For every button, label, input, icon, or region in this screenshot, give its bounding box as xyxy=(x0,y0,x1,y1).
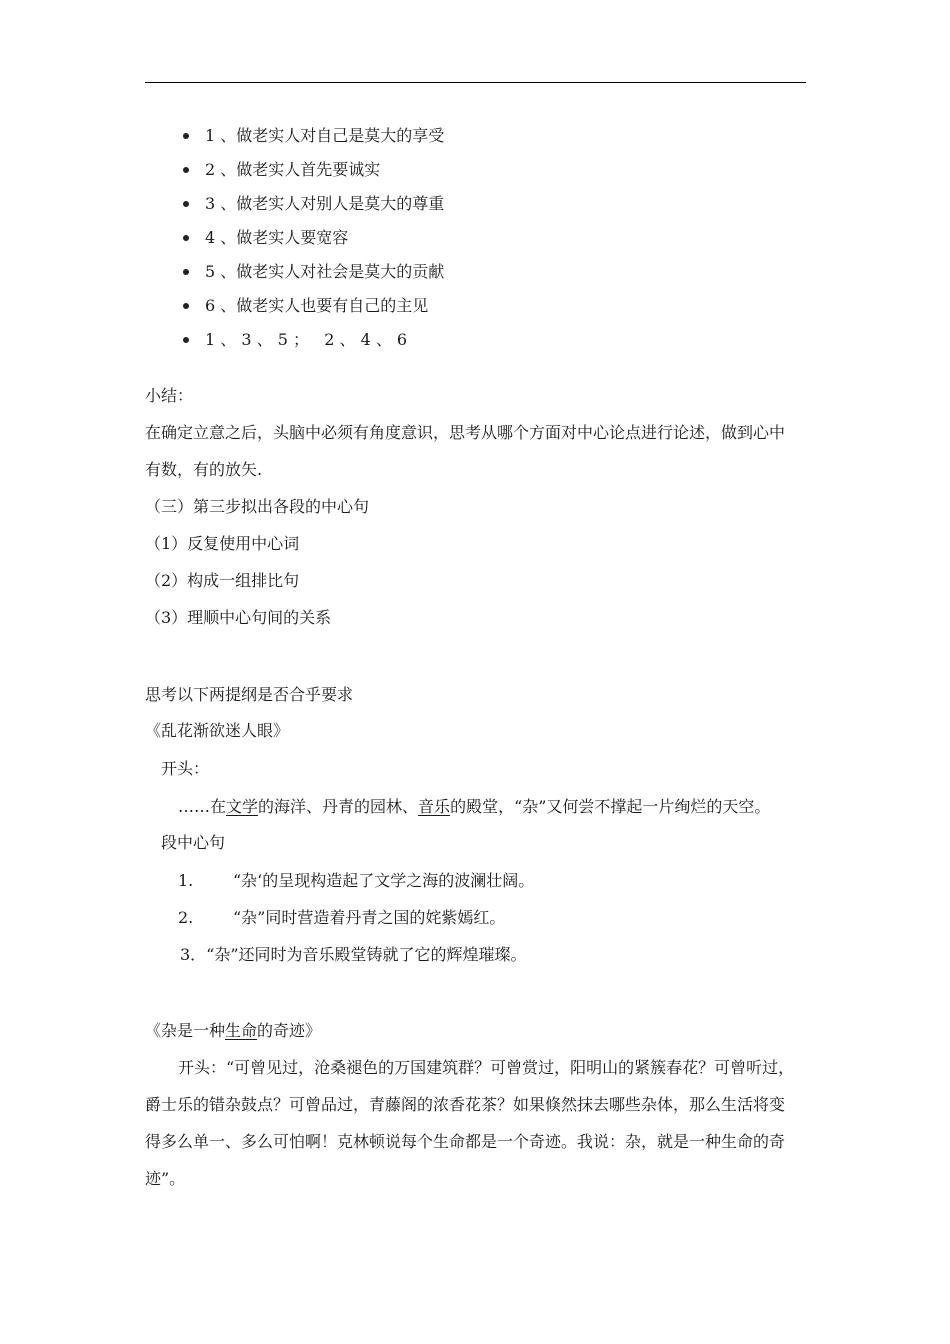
header-rule xyxy=(145,82,806,83)
opening-text-part: 的海洋、丹青的园林、 xyxy=(258,797,419,816)
outline1-opening-label: 开头： xyxy=(161,759,210,778)
bullet-icon xyxy=(183,269,189,275)
sentence-text: “杂”同时营造着丹青之国的姹紫嫣红。 xyxy=(233,908,506,927)
list-item-text: 5 、做老实人对社会是莫大的贡献 xyxy=(205,262,445,281)
outline2-paragraph-line: 爵士乐的错杂鼓点？可曾品过，青藤阁的浓香花茶？如果倏然抹去哪些杂体，那么生活将变 xyxy=(145,1095,786,1114)
bullet-icon xyxy=(183,167,189,173)
outline-prompt: 思考以下两提纲是否合乎要求 xyxy=(145,685,354,704)
step3-item: （3）理顺中心句间的关系 xyxy=(145,608,332,627)
central-sentence: 3．“杂”还同时为音乐殿堂铸就了它的辉煌璀璨。 xyxy=(180,945,527,964)
bullet-icon xyxy=(183,201,189,207)
outline2-paragraph-line: 开头：“可曾见过，沧桑褪色的万国建筑群？可曾赏过，阳明山的紧簇春花？可曾听过， xyxy=(178,1058,795,1077)
title-part: 《杂是一种 xyxy=(145,1021,226,1040)
literature-link[interactable]: 文学 xyxy=(226,797,259,816)
outline1-section-label: 段中心句 xyxy=(161,833,226,852)
list-item-text: 2 、做老实人首先要诚实 xyxy=(205,160,381,179)
opening-text-part: 的殿堂，“杂”又何尝不撑起一片绚烂的天空。 xyxy=(450,797,771,816)
sentence-number: 1. xyxy=(178,871,194,890)
bullet-icon xyxy=(183,337,189,343)
sentence-number: 2. xyxy=(178,908,194,927)
step3-item: （1）反复使用中心词 xyxy=(145,534,300,553)
outline1-title: 《乱花渐欲迷人眼》 xyxy=(145,721,290,740)
list-item-text: 6 、做老实人也要有自己的主见 xyxy=(205,296,429,315)
step3-title: （三）第三步拟出各段的中心句 xyxy=(145,497,370,516)
summary-heading: 小结： xyxy=(145,386,194,405)
outline2-paragraph-line: 得多么单一、多么可怕啊！克林顿说每个生命都是一个奇迹。我说：杂，就是一种生命的奇 xyxy=(145,1132,786,1151)
list-item-text: 1 、 3 、 5 ； 2 、 4 、 6 xyxy=(205,330,408,349)
central-sentence xyxy=(178,870,534,892)
life-link[interactable]: 生命 xyxy=(225,1021,258,1040)
bullet-icon xyxy=(183,133,189,139)
list-item xyxy=(183,295,428,317)
outline1-opening-text xyxy=(178,796,770,818)
list-item-text: 1 、做老实人对自己是莫大的享受 xyxy=(205,126,445,145)
opening-text-part: ……在 xyxy=(178,797,227,816)
list-item xyxy=(183,125,444,147)
list-item xyxy=(183,227,348,249)
step3-item: （2）构成一组排比句 xyxy=(145,571,300,590)
list-item xyxy=(183,159,380,181)
music-link[interactable]: 音乐 xyxy=(418,797,451,816)
list-item xyxy=(183,329,407,351)
list-item xyxy=(183,261,444,283)
bullet-icon xyxy=(183,235,189,241)
outline2-title xyxy=(145,1020,321,1042)
summary-line: 有数，有的放矢. xyxy=(145,460,263,479)
title-part: 的奇迹》 xyxy=(257,1021,322,1040)
list-item xyxy=(183,193,444,215)
central-sentence xyxy=(178,907,505,929)
sentence-text: “杂‘的呈现构造起了文学之海的波澜壮阔。 xyxy=(233,871,535,890)
bullet-icon xyxy=(183,303,189,309)
summary-line: 在确定立意之后，头脑中必须有角度意识，思考从哪个方面对中心论点进行论述，做到心中 xyxy=(145,423,786,442)
list-item-text: 4 、做老实人要宽容 xyxy=(205,228,349,247)
outline2-paragraph-line: 迹”。 xyxy=(145,1169,186,1188)
list-item-text: 3 、做老实人对别人是莫大的尊重 xyxy=(205,194,445,213)
